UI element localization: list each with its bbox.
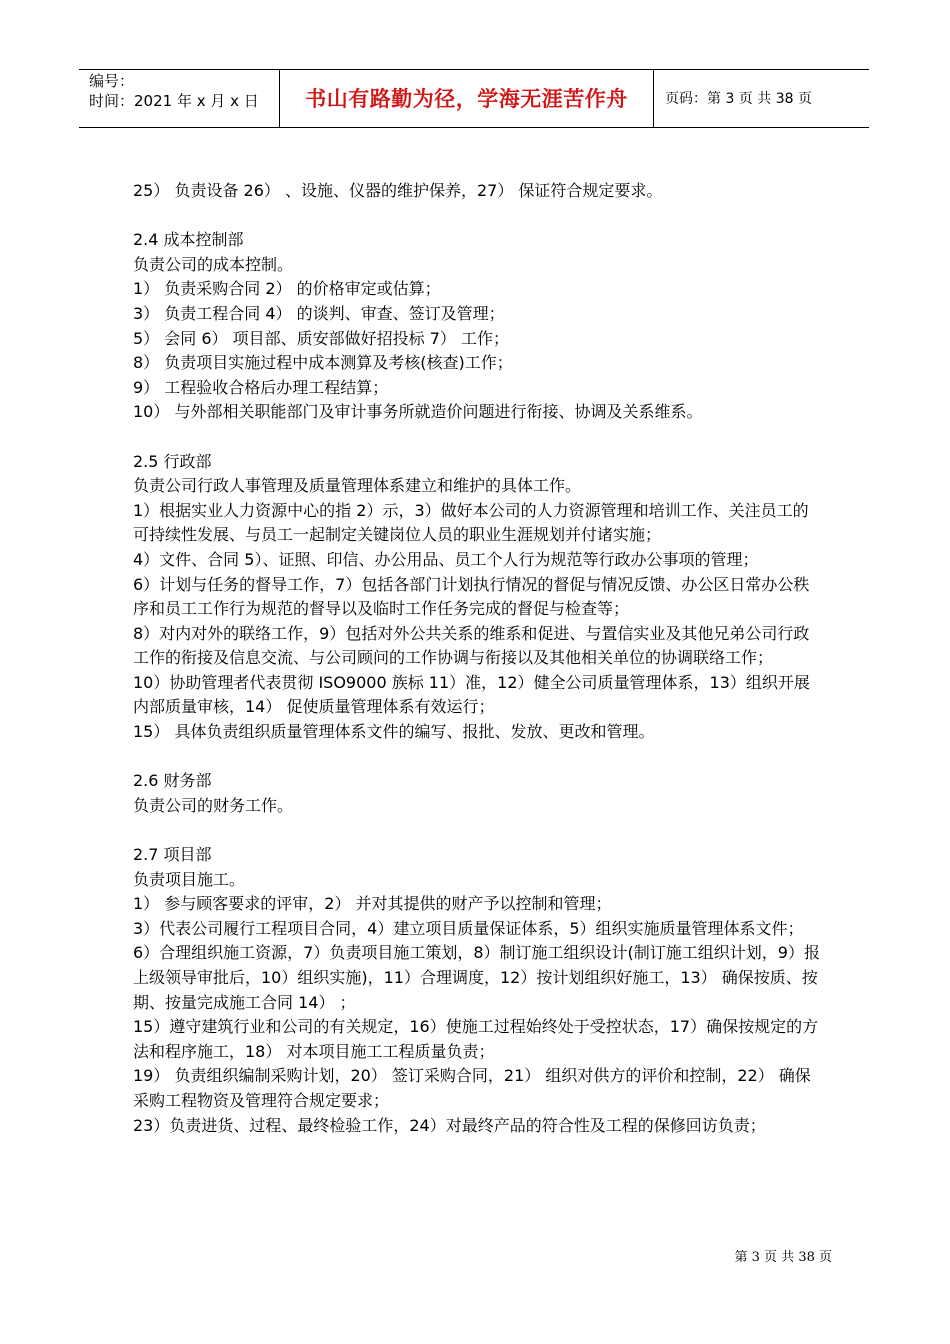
paragraph-spacer [133,425,823,450]
section-heading: 2.7 项目部 [133,845,212,865]
body-paragraph: 25） 负责设备 26） 、设施、仪器的维护保养，27） 保证符合规定要求。 [133,181,663,200]
body-paragraph: 1） 负责采购合同 2） 的价格审定或估算； [133,279,441,299]
body-paragraph: 9） 工程验收合格后办理工程结算； [133,377,389,397]
footer-page-number: 第 3 页 共 38 页 [734,1250,832,1265]
body-paragraph: 4）文件、合同 5）、证照、印信、办公用品、员工个人行为规范等行政办公事项的管理； [133,549,759,569]
body-paragraph: 1） 参与顾客要求的评审，2） 并对其提供的财产予以控制和管理； [133,894,612,914]
header-page-number: 页码：第 3 页 共 38 页 [665,91,812,107]
section-heading: 2.4 成本控制部 [133,230,244,250]
document-date: 时间：2021 年 x 月 x 日 [89,92,259,110]
paragraph-spacer [133,204,823,229]
body-paragraph: 3） 负责工程合同 4） 的谈判、审查、签订及管理； [133,303,505,323]
document-body [133,179,823,1138]
body-paragraph: 负责公司的财务工作。 [133,795,294,815]
body-paragraph: 15） 具体负责组织质量管理体系文件的编写、报批、发放、更改和管理。 [133,722,655,742]
body-paragraph: 3）代表公司履行工程项目合同，4）建立项目质量保证体系，5）组织实施质量管理体系文件； [133,918,804,938]
header-meta [79,70,280,128]
body-paragraph: 负责项目施工。 [133,869,246,889]
section-heading: 2.6 财务部 [133,771,212,791]
body-paragraph: 8）对内对外的联络工作，9）包括对外公共关系的维系和促进、与置信实业及其他兄弟公司行政工作的衔接及信息交流、与公司顾问的工作协调与衔接以及其他相关单位的协调联络工作； [133,623,810,668]
document-code: 编号： [89,72,135,90]
paragraph-spacer [133,745,823,770]
page-header [79,69,869,128]
body-paragraph: 6）合理组织施工资源，7）负责项目施工策划，8）制订施工组织设计(制订施工组织计划，9）报上级领导审批后，10）组织实施)，11）合理调度，12）按计划组织好施工，13） 确保按质、按期、按量完成施工合同 14） ； [133,943,820,1012]
body-paragraph: 10）协助管理者代表贯彻 ISO9000 族标 11）准，12）健全公司质量管理体系，13）组织开展内部质量审核，14） 促使质量管理体系有效运行； [133,672,810,717]
body-paragraph: 负责公司行政人事管理及质量管理体系建立和维护的具体工作。 [133,476,582,496]
body-paragraph: 15）遵守建筑行业和公司的有关规定，16）使施工过程始终处于受控状态，17）确保按规定的方法和程序施工，18） 对本项目施工工程质量负责； [133,1017,819,1061]
body-paragraph: 1）根据实业人力资源中心的指 2）示，3）做好本公司的人力资源管理和培训工作、关注员工的可持续性发展、与员工一起制定关键岗位人员的职业生涯规划并付诸实施； [133,500,809,545]
header-motto: 书山有路勤为径，学海无涯苦作舟 [280,70,654,128]
body-paragraph: 6）计划与任务的督导工作，7）包括各部门计划执行情况的督促与情况反馈、办公区日常办公秩序和员工工作行为规范的督导以及临时工作任务完成的督促与检查等； [133,574,810,619]
body-paragraph: 19） 负责组织编制采购计划，20） 签订采购合同，21） 组织对供方的评价和控制，22） 确保采购工程物资及管理符合规定要求； [133,1066,811,1110]
body-paragraph: 23）负责进货、过程、最终检验工作，24）对最终产品的符合性及工程的保修回访负责； [133,1115,766,1135]
body-paragraph: 负责公司的成本控制。 [133,254,294,274]
paragraph-spacer [133,818,823,843]
body-paragraph: 8） 负责项目实施过程中成本测算及考核(核查)工作； [133,353,513,373]
section-heading: 2.5 行政部 [133,451,212,471]
body-paragraph: 5） 会同 6） 项目部、质安部做好招投标 7） 工作； [133,328,509,348]
body-paragraph: 10） 与外部相关职能部门及审计事务所就造价问题进行衔接、协调及关系维系。 [133,402,703,422]
